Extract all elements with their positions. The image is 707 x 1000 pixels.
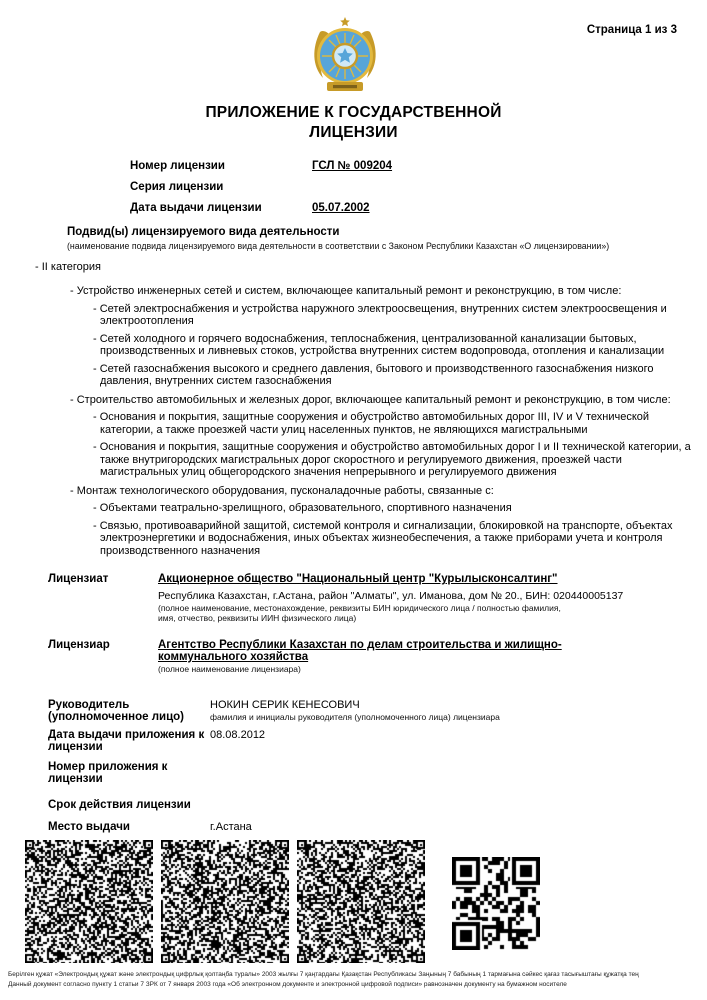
appendix-issue-date-value: 08.08.2012 xyxy=(210,729,266,741)
activity-item: - Сетей холодного и горячего водоснабжения, теплоснабжения, централизованной канализации бытовых, производственных и ливневых стоков, устройства внутренних систем водопровода, отопления и канализации xyxy=(93,333,693,358)
activity-item: - Строительство автомобильных и железных дорог, включающее капитальный ремонт и реконструкцию, в том числе: xyxy=(70,394,693,407)
page-indicator: Страница 1 из 3 xyxy=(586,24,677,36)
category-label: - II категория xyxy=(35,261,101,273)
data-matrix-barcode-2 xyxy=(161,840,289,963)
activity-item: - Основания и покрытия, защитные сооружения и обустройство автомобильных дорог III, IV и V технической категории, а также проезжей части улиц населенных пунктов, не являющихся магистральными xyxy=(93,411,693,436)
document-title-line2: ЛИЦЕНЗИИ xyxy=(309,124,398,141)
licensee-name: Акционерное общество "Национальный центр "Курылысконсалтинг" xyxy=(158,573,558,585)
activity-item: - Основания и покрытия, защитные сооружения и обустройство автомобильных дорог I и II технической категории, а также внутригородских магистральных дорог скоростного и регулируемого движения, проезжей части магистральных улиц общегородского значения непрерывного и регулируемого движения xyxy=(93,441,693,479)
legal-footer-ru: Данный документ согласно пункту 1 статьи 7 ЗРК от 7 января 2003 года «Об электронном документе и электронной цифровой подписи» равнозначен документу на бумажном носителе xyxy=(8,980,567,988)
license-number-row xyxy=(130,160,392,181)
qr-code-icon xyxy=(452,857,540,950)
activity-list xyxy=(0,279,693,557)
issue-place-value: г.Астана xyxy=(210,821,252,833)
activity-item: - Монтаж технологического оборудования, пусконаладочные работы, связанные с: xyxy=(70,485,693,498)
licensee-address: Республика Казахстан, г.Астана, район "Алматы", ул. Иманова, дом № 20., БИН: 020440005137 xyxy=(158,590,624,602)
activity-item: - Объектами театрально-зрелищного, образовательного, спортивного назначения xyxy=(93,502,693,515)
licensee-row xyxy=(48,573,623,623)
appendix-issue-date-label: Дата выдачи приложения к лицензии xyxy=(48,729,205,753)
license-validity-label: Срок действия лицензии xyxy=(48,799,191,811)
head-row xyxy=(48,699,500,723)
licensor-name: Агентство Республики Казахстан по делам строительства и жилищно-коммунального хозяйства xyxy=(158,639,562,663)
license-series-label: Серия лицензии xyxy=(130,181,224,193)
head-name: НОКИН СЕРИК КЕНЕСОВИЧ xyxy=(210,699,360,711)
subtype-heading: Подвид(ы) лицензируемого вида деятельности xyxy=(67,226,340,238)
document-title-line1: ПРИЛОЖЕНИЕ К ГОСУДАРСТВЕННОЙ xyxy=(205,104,502,121)
data-matrix-barcode-3 xyxy=(297,840,425,963)
activity-item: - Связью, противоаварийной защитой, системой контроля и сигнализации, блокировкой на транспорте, объектах электроэнергетики и водоснабжения, иных объектах жизнеобеспечения, а также приборами учета и контроля производственного назначения xyxy=(93,520,693,558)
activity-item: - Устройство инженерных сетей и систем, включающее капитальный ремонт и реконструкцию, в том числе: xyxy=(70,285,693,298)
appendix-number-row xyxy=(48,761,210,785)
issue-place-row xyxy=(48,821,252,833)
license-series-row xyxy=(130,181,392,202)
data-matrix-barcode-1 xyxy=(25,840,153,963)
license-issue-date-label: Дата выдачи лицензии xyxy=(130,202,262,214)
appendix-number-label: Номер приложения к лицензии xyxy=(48,761,168,785)
activity-item: - Сетей электроснабжения и устройства наружного электроосвещения, внутренних систем электроосвещения и электроотопления xyxy=(93,303,693,328)
license-validity-row xyxy=(48,799,210,811)
licensee-caption: (полное наименование, местонахождение, реквизиты БИН юридического лица / полностью фамилия, имя, отчество, реквизиты ИИН физического лица) xyxy=(158,603,561,623)
issue-place-label: Место выдачи xyxy=(48,821,130,833)
licensor-label: Лицензиар xyxy=(48,639,110,651)
legal-footer-kk: Берілген құжат «Электрондық құжат және электрондық цифрлық қолтаңба туралы» 2003 жылғы 7 қаңтардағы Қазақстан Республикасы Заңының 7 бабының 1 тармағына сәйкес қағаз тасығыштағы құжатқа тең xyxy=(8,971,639,978)
legal-footer xyxy=(8,970,701,989)
head-caption: фамилия и инициалы руководителя (уполномоченного лица) лицензиара xyxy=(210,712,500,722)
license-fields xyxy=(130,160,392,223)
activity-item: - Сетей газоснабжения высокого и среднего давления, бытового и производственного газоснабжения низкого давления, внутренних систем газоснабжения xyxy=(93,363,693,388)
document-title xyxy=(0,103,707,143)
licensee-label: Лицензиат xyxy=(48,573,109,585)
head-label: Руководитель (уполномоченное лицо) xyxy=(48,699,185,723)
license-issue-date-row xyxy=(130,202,392,223)
appendix-issue-date-row xyxy=(48,729,265,753)
licensor-row xyxy=(48,639,638,674)
kazakhstan-emblem-icon xyxy=(310,16,380,96)
licensor-caption: (полное наименование лицензиара) xyxy=(158,664,301,674)
license-number-label: Номер лицензии xyxy=(130,160,225,172)
license-number-value: ГСЛ № 009204 xyxy=(312,160,393,172)
license-issue-date-value: 05.07.2002 xyxy=(312,202,370,214)
subtype-subheading: (наименование подвида лицензируемого вида деятельности в соответствии с Законом Республики Казахстан «О лицензировании») xyxy=(67,241,610,251)
